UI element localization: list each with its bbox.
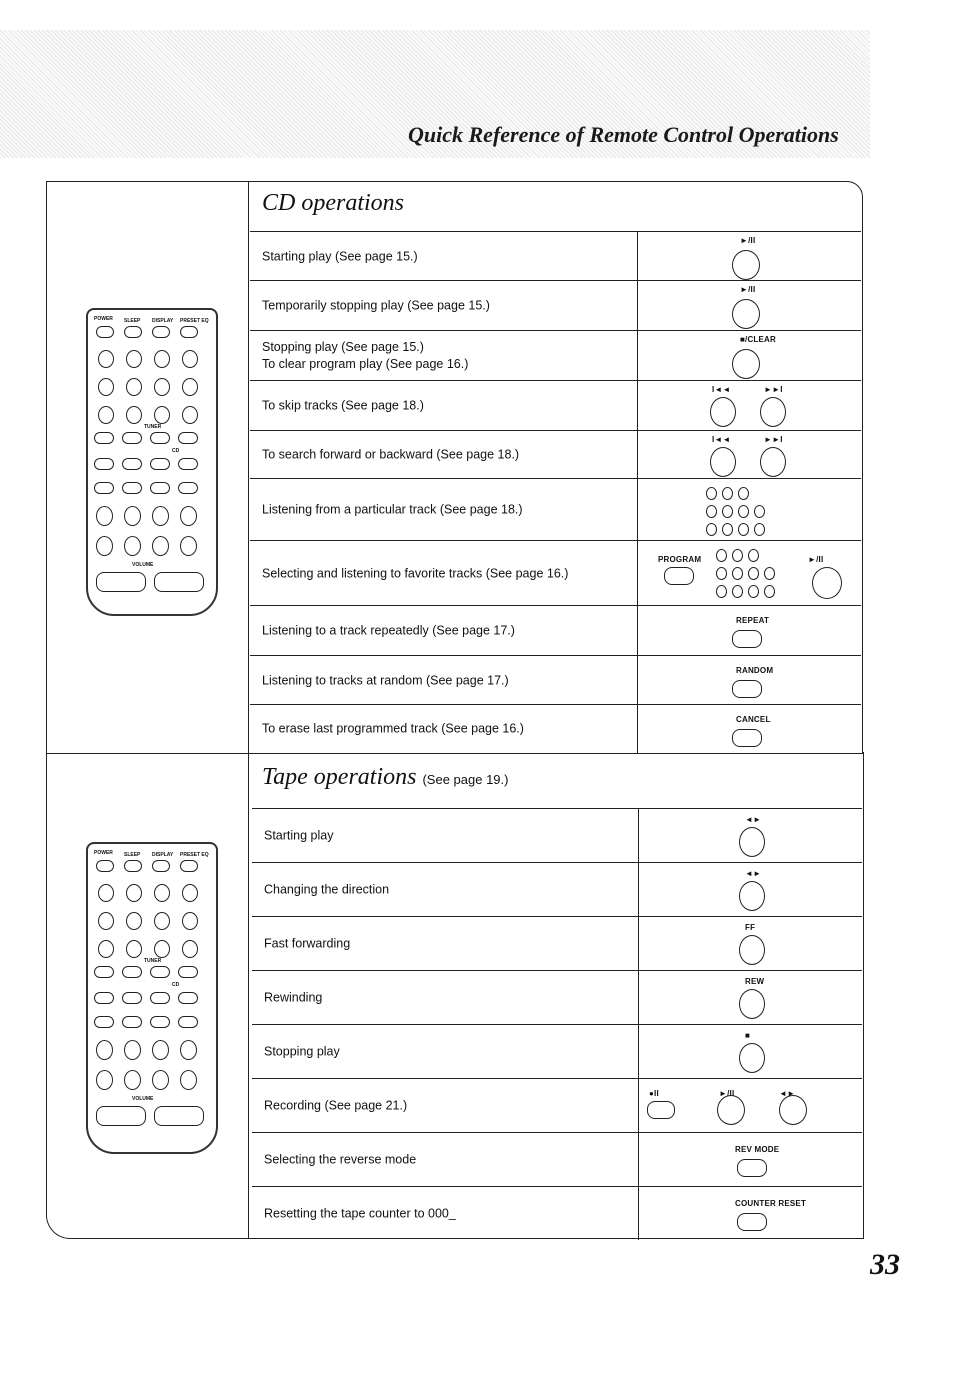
button-icon (124, 1040, 141, 1060)
button-icon (182, 378, 198, 396)
button-icon (154, 378, 170, 396)
cd-operation-row (250, 540, 861, 606)
button-icon (716, 549, 727, 562)
button-icon (722, 505, 733, 518)
button-icon (98, 912, 114, 930)
button-cell (637, 541, 861, 606)
operation-description: Resetting the tape counter to 000_ (264, 1206, 456, 1220)
button-cell (638, 917, 862, 971)
remote-label: DISPLAY (152, 852, 174, 858)
remote-label: TUNER (144, 958, 162, 964)
button-icon (764, 585, 775, 598)
remote-label: CD (172, 982, 180, 988)
button-icon (98, 350, 114, 368)
button-icon (96, 326, 114, 338)
operation-description: Selecting the reverse mode (264, 1152, 417, 1167)
button-icon (96, 1040, 113, 1060)
button-icon (738, 505, 749, 518)
button-icon (126, 378, 142, 396)
button-icon (152, 1070, 169, 1090)
button-icon (152, 506, 169, 526)
button-icon (182, 350, 198, 368)
button-icon (154, 912, 170, 930)
button-icon (96, 572, 146, 592)
button-label: ◄► (745, 869, 762, 878)
button-icon (98, 940, 114, 958)
button-icon (710, 447, 736, 477)
button-icon (739, 935, 765, 965)
operation-description: Changing the direction (264, 882, 390, 897)
remote-label: DISPLAY (152, 318, 174, 324)
button-icon (150, 458, 170, 470)
button-icon (748, 549, 759, 562)
button-cell (637, 281, 861, 331)
button-label: ■/CLEAR (740, 335, 777, 344)
button-icon (716, 585, 727, 598)
button-icon (748, 567, 759, 580)
cd-operation-row (250, 430, 861, 479)
cd-operation-row (250, 478, 861, 541)
button-label: ►►I (764, 385, 783, 394)
tape-operation-row (252, 970, 862, 1025)
operation-description: Starting play (See page 15.) (262, 249, 418, 263)
button-label: ►►I (764, 435, 783, 444)
button-icon (738, 487, 749, 500)
button-icon (760, 447, 786, 477)
button-icon (812, 567, 842, 599)
cd-operation-row (250, 380, 861, 431)
button-icon (664, 567, 694, 585)
button-label: RANDOM (736, 666, 774, 675)
button-icon (124, 536, 141, 556)
button-icon (154, 940, 170, 958)
button-cell (638, 1025, 862, 1079)
remote-label: TUNER (144, 424, 162, 430)
button-icon (122, 458, 142, 470)
button-label: ◄► (745, 815, 762, 824)
cd-operation-row (250, 330, 861, 381)
operation-description: Temporarily stopping play (See page 15.) (262, 298, 490, 313)
operation-description: To search forward or backward (See page 18.) (262, 447, 520, 462)
page-header: Quick Reference of Remote Control Operations (408, 122, 839, 147)
tape-operation-row (252, 1132, 862, 1187)
button-label: ►/II (808, 555, 824, 564)
cd-operation-row (250, 605, 861, 656)
button-cell (638, 863, 862, 917)
button-icon (154, 350, 170, 368)
button-icon (178, 432, 198, 444)
button-icon (754, 505, 765, 518)
button-cell (637, 331, 861, 381)
operation-description: To skip tracks (See page 18.) (262, 398, 424, 413)
button-icon (748, 585, 759, 598)
button-icon (182, 406, 198, 424)
button-icon (126, 884, 142, 902)
button-icon (98, 378, 114, 396)
button-icon (732, 349, 760, 379)
button-icon (94, 966, 114, 978)
button-icon (779, 1095, 807, 1125)
button-icon (126, 940, 142, 958)
button-icon (96, 536, 113, 556)
button-icon (94, 992, 114, 1004)
remote-label: VOLUME (132, 1096, 154, 1102)
tape-operation-row (252, 808, 862, 863)
button-label: CANCEL (736, 715, 771, 724)
button-icon (122, 432, 142, 444)
button-icon (647, 1101, 675, 1119)
button-cell (637, 705, 861, 753)
button-label: ►/II (740, 285, 756, 294)
button-icon (154, 1106, 204, 1126)
button-cell (637, 656, 861, 705)
button-cell (637, 232, 861, 281)
button-icon (732, 567, 743, 580)
button-icon (710, 397, 736, 427)
operation-description: Fast forwarding (264, 936, 351, 951)
button-label: I◄◄ (712, 385, 731, 394)
button-icon (94, 1016, 114, 1028)
button-icon (717, 1095, 745, 1125)
operation-description: Listening to a track repeatedly (See page 17.) (262, 623, 515, 638)
button-icon (94, 482, 114, 494)
button-icon (706, 487, 717, 500)
button-icon (722, 487, 733, 500)
cd-operation-row (250, 655, 861, 705)
remote-label: PRESET EQ (180, 318, 209, 324)
button-icon (180, 1040, 197, 1060)
button-icon (122, 482, 142, 494)
button-icon (178, 458, 198, 470)
button-icon (739, 827, 765, 857)
operation-description: Listening to tracks at random (See page 17.) (262, 673, 509, 687)
button-icon (150, 432, 170, 444)
button-label: ►/II (719, 1089, 735, 1098)
button-icon (737, 1159, 767, 1177)
button-icon (182, 884, 198, 902)
remote-label: SLEEP (124, 318, 141, 324)
operation-description: Listening from a particular track (See page 18.) (262, 502, 523, 517)
button-icon (760, 397, 786, 427)
button-cell (638, 1079, 862, 1133)
button-icon (764, 567, 775, 580)
button-icon (126, 406, 142, 424)
operation-description: Starting play (264, 828, 334, 843)
button-icon (150, 992, 170, 1004)
button-icon (732, 585, 743, 598)
button-label: ■ (745, 1031, 751, 1040)
button-cell (638, 1133, 862, 1187)
button-icon (122, 966, 142, 978)
button-icon (124, 326, 142, 338)
button-icon (182, 912, 198, 930)
button-icon (738, 523, 749, 536)
button-icon (126, 350, 142, 368)
button-label: I◄◄ (712, 435, 731, 444)
remote-label: SLEEP (124, 852, 141, 858)
tape-section-title: Tape operations (See page 19.) (262, 764, 509, 790)
remote-control-illustration-tape (86, 842, 218, 1154)
button-icon (152, 536, 169, 556)
operation-description: Stopping play (264, 1044, 340, 1059)
button-cell (637, 606, 861, 656)
button-icon (96, 1070, 113, 1090)
button-icon (94, 458, 114, 470)
button-icon (706, 505, 717, 518)
button-icon (732, 299, 760, 329)
button-icon (124, 860, 142, 872)
operation-description: Stopping play (See page 15.) To clear program play (See page 16.) (262, 340, 469, 371)
remote-label: POWER (94, 316, 113, 322)
button-cell (638, 809, 862, 863)
button-icon (178, 1016, 198, 1028)
button-label: REW (745, 977, 765, 986)
button-icon (732, 729, 762, 747)
button-icon (122, 992, 142, 1004)
operation-description: Recording (See page 21.) (264, 1098, 408, 1113)
tape-operation-row (252, 1024, 862, 1079)
button-cell (637, 431, 861, 479)
button-icon (180, 506, 197, 526)
button-icon (98, 884, 114, 902)
button-icon (96, 860, 114, 872)
button-icon (152, 326, 170, 338)
button-cell (637, 479, 861, 541)
button-icon (737, 1213, 767, 1231)
button-icon (732, 630, 762, 648)
button-icon (180, 536, 197, 556)
cd-operation-row (250, 280, 861, 331)
button-icon (739, 1043, 765, 1073)
cd-operation-row (250, 704, 861, 753)
operation-description: Selecting and listening to favorite tracks (See page 16.) (262, 566, 569, 580)
tape-operation-row (252, 1186, 862, 1240)
button-icon (96, 1106, 146, 1126)
cd-section-title: CD operations (262, 190, 405, 216)
button-icon (722, 523, 733, 536)
page-number: 33 (870, 1248, 900, 1281)
remote-label: PRESET EQ (180, 852, 209, 858)
operation-description: To erase last programmed track (See page 16.) (262, 721, 524, 736)
remote-control-illustration-cd (86, 308, 218, 616)
button-icon (178, 482, 198, 494)
button-icon (180, 1070, 197, 1090)
button-icon (732, 250, 760, 280)
button-label: REV MODE (735, 1145, 780, 1154)
button-icon (94, 432, 114, 444)
button-icon (150, 482, 170, 494)
button-icon (732, 549, 743, 562)
button-icon (124, 1070, 141, 1090)
button-cell (637, 381, 861, 431)
button-icon (706, 523, 717, 536)
button-cell (638, 1187, 862, 1240)
button-icon (180, 860, 198, 872)
button-icon (180, 326, 198, 338)
button-icon (96, 506, 113, 526)
button-icon (152, 860, 170, 872)
button-icon (732, 680, 762, 698)
button-icon (716, 567, 727, 580)
button-icon (154, 572, 204, 592)
button-label: PROGRAM (658, 555, 702, 564)
button-icon (754, 523, 765, 536)
tape-operation-row (252, 862, 862, 917)
button-label: COUNTER RESET (735, 1199, 807, 1208)
button-icon (739, 881, 765, 911)
button-icon (98, 406, 114, 424)
button-icon (150, 966, 170, 978)
button-icon (182, 940, 198, 958)
button-icon (154, 406, 170, 424)
remote-label: CD (172, 448, 180, 454)
button-label: ●II (649, 1089, 659, 1098)
tape-operation-row (252, 1078, 862, 1133)
button-icon (122, 1016, 142, 1028)
button-icon (124, 506, 141, 526)
button-icon (178, 992, 198, 1004)
remote-label: VOLUME (132, 562, 154, 568)
button-icon (152, 1040, 169, 1060)
button-icon (126, 912, 142, 930)
button-label: ◄► (779, 1089, 796, 1098)
button-icon (154, 884, 170, 902)
button-icon (739, 989, 765, 1019)
tape-operation-row (252, 916, 862, 971)
cd-operation-row (250, 231, 861, 281)
button-label: REPEAT (736, 616, 770, 625)
button-cell (638, 971, 862, 1025)
remote-label: POWER (94, 850, 113, 856)
button-icon (150, 1016, 170, 1028)
operation-description: Rewinding (264, 990, 323, 1005)
button-icon (178, 966, 198, 978)
button-label: ►/II (740, 236, 756, 245)
button-label: FF (745, 923, 756, 932)
